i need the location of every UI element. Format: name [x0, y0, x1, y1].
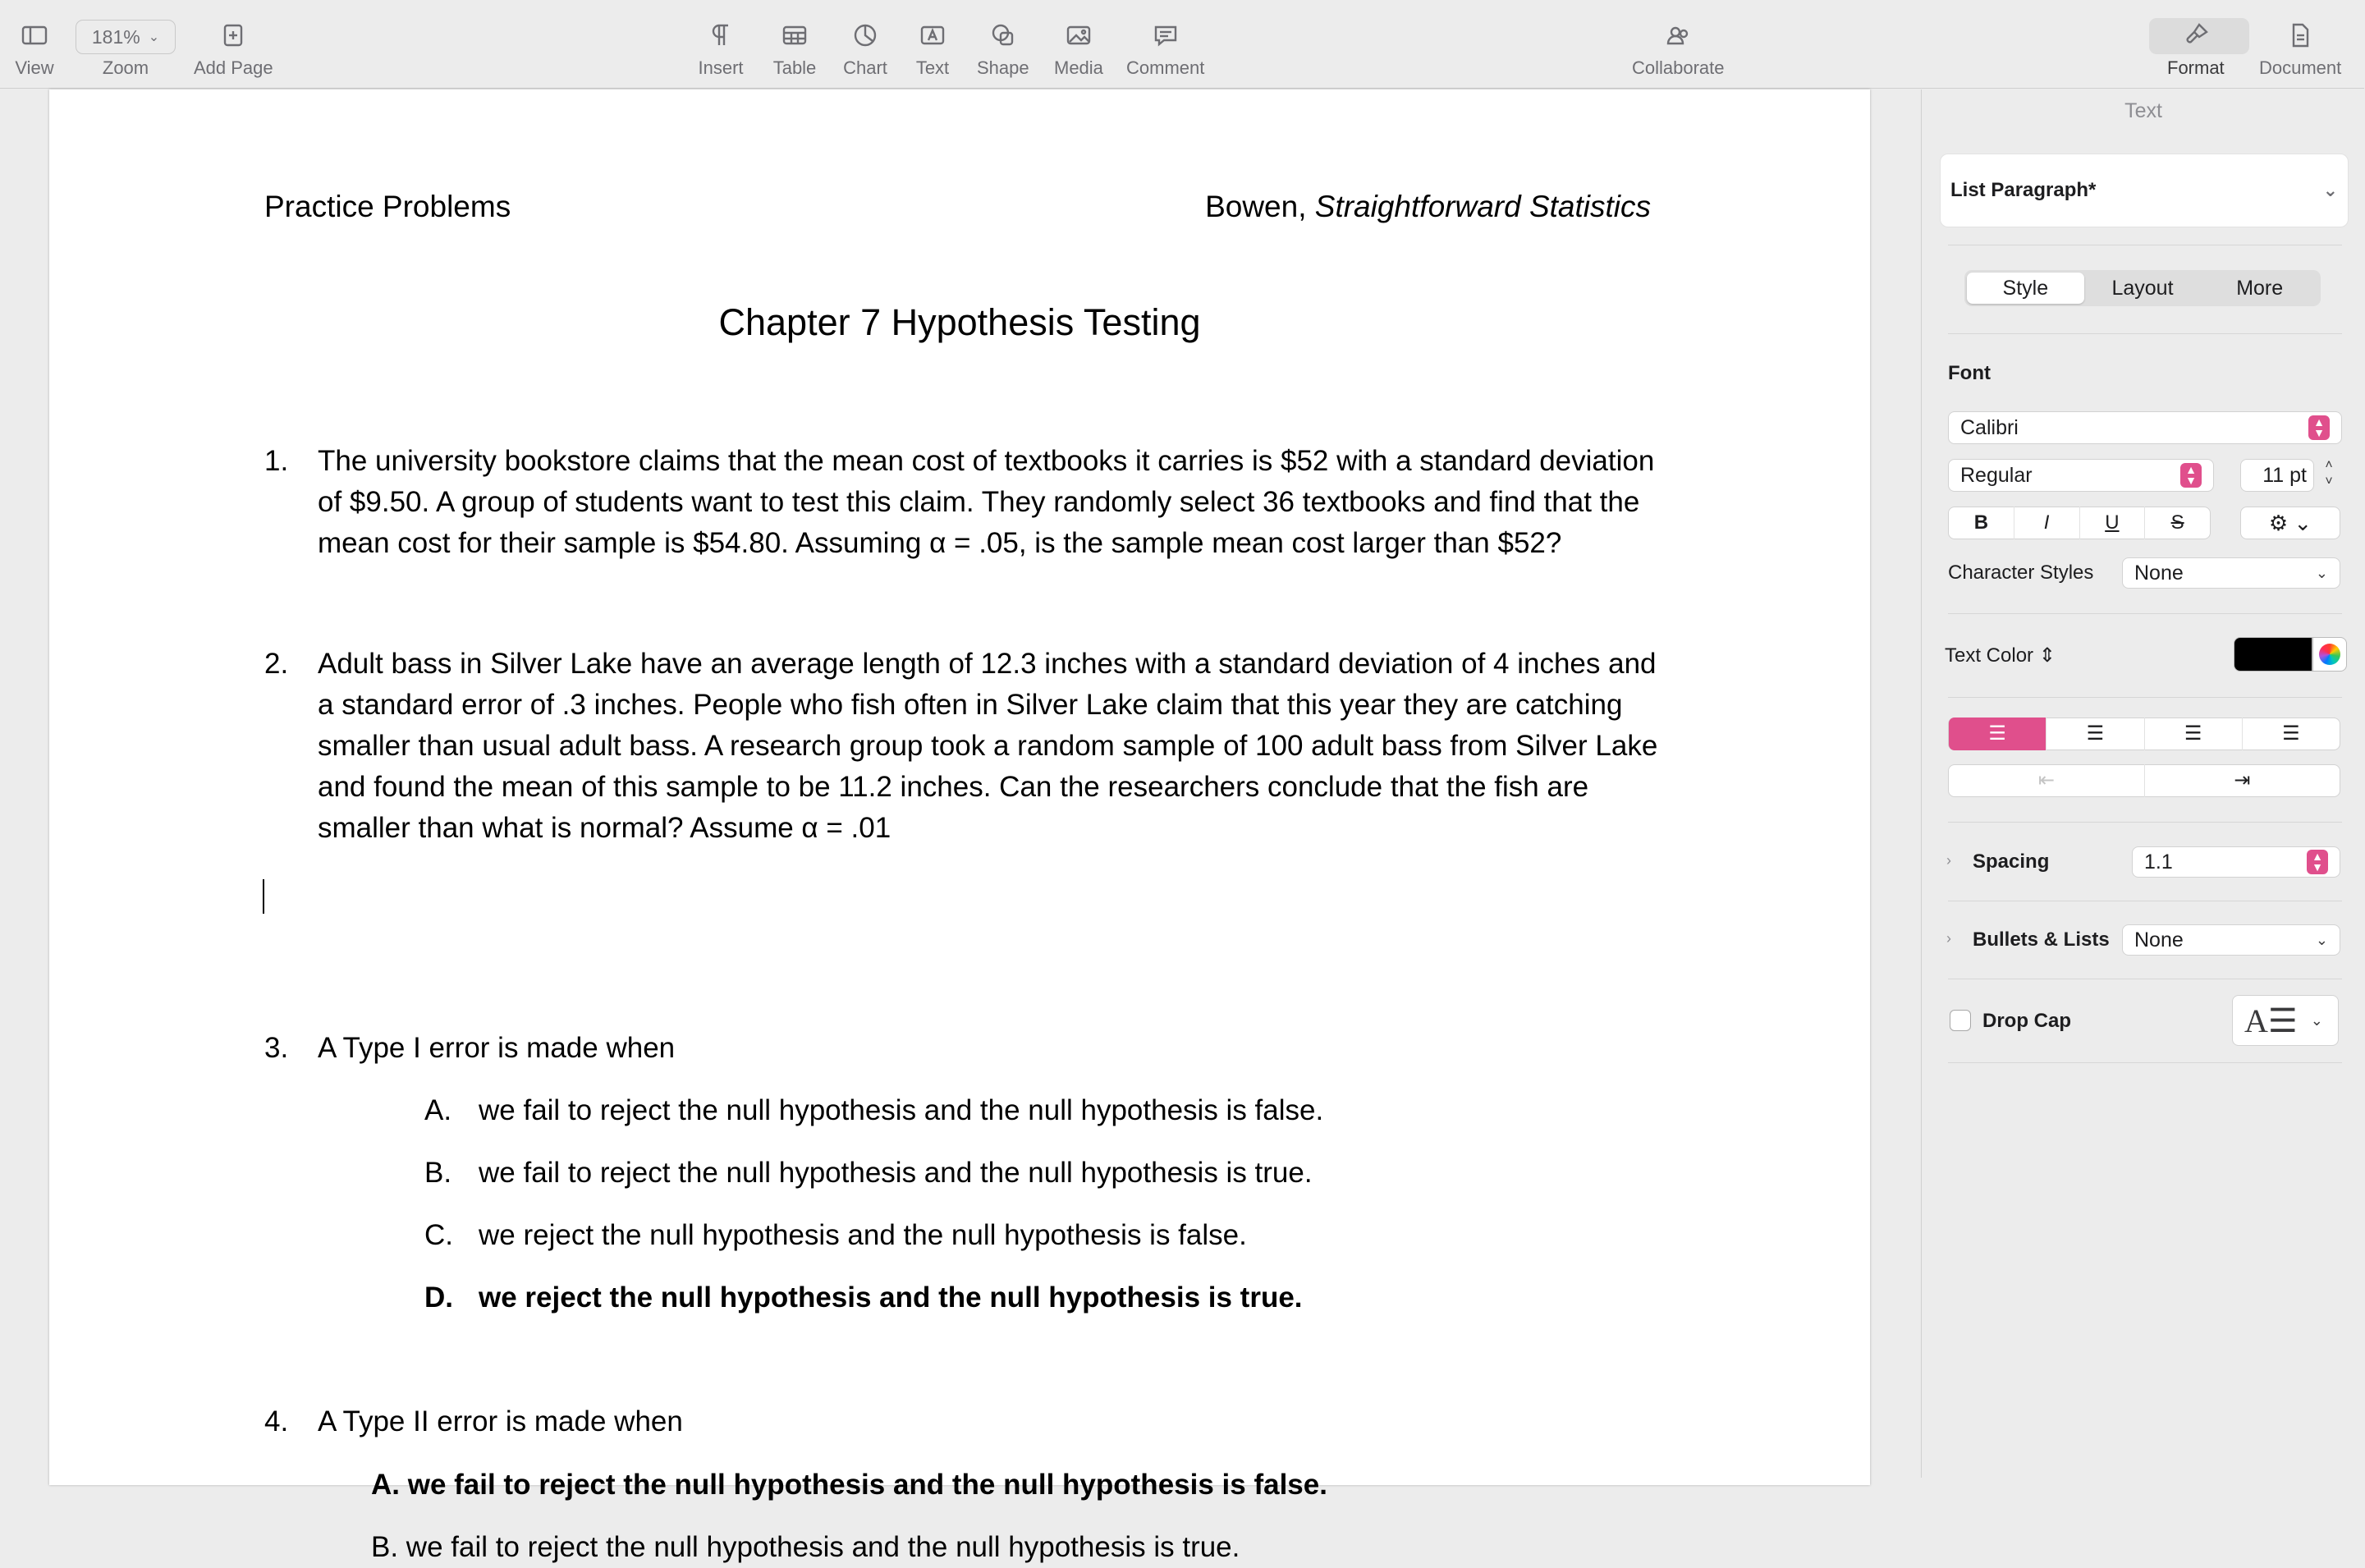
font-size-value: 11 pt — [2262, 463, 2307, 487]
question-text: A Type I error is made when — [318, 1032, 676, 1064]
bullets-lists-label[interactable]: Bullets & Lists — [1973, 928, 2110, 951]
divider — [1948, 697, 2342, 698]
collaborate-button[interactable] — [1632, 15, 1725, 85]
chevron-down-icon: ⌄ — [148, 30, 160, 44]
option-b[interactable] — [424, 1153, 1313, 1194]
paintbrush-icon — [2173, 15, 2219, 56]
italic-button[interactable]: I — [2014, 507, 2080, 539]
disclosure-chevron-icon[interactable]: › — [1946, 852, 1951, 869]
question-3[interactable] — [264, 1028, 1660, 1069]
chevron-down-icon: ⌄ — [2315, 564, 2328, 581]
font-family-popup[interactable] — [1948, 411, 2342, 444]
font-weight-popup[interactable] — [1948, 459, 2214, 492]
chart-button[interactable] — [842, 15, 888, 85]
option-letter: C. — [424, 1219, 453, 1251]
media-button[interactable] — [1054, 15, 1103, 85]
option-letter: B. — [424, 1157, 452, 1189]
comment-icon — [1143, 15, 1189, 56]
option-text: B. we fail to reject the null hypothesis and the null hypothesis is true. — [371, 1531, 1240, 1563]
media-label: Media — [1054, 57, 1103, 78]
spacing-label[interactable]: Spacing — [1973, 850, 2050, 873]
character-styles-popup[interactable] — [2122, 557, 2340, 589]
chevron-down-icon: ⌄ — [2315, 931, 2328, 948]
sidebar-icon — [11, 15, 57, 56]
gear-icon: ⚙ ⌄ — [2268, 511, 2312, 535]
add-page-label: Add Page — [194, 57, 273, 78]
text-style-buttons — [1948, 507, 2211, 539]
spacing-value: 1.1 — [2144, 850, 2173, 873]
question-1[interactable] — [264, 441, 1660, 564]
option-letter: D. — [424, 1281, 453, 1314]
underline-button[interactable]: U — [2080, 507, 2146, 539]
shape-icon — [980, 15, 1026, 56]
bullets-lists-popup[interactable] — [2122, 924, 2340, 956]
text-options-popup[interactable] — [2240, 507, 2340, 539]
paragraph-style-name: List Paragraph* — [1950, 179, 2097, 201]
drop-cap-label: Drop Cap — [1982, 1010, 2071, 1032]
paragraph-style-popup[interactable] — [1940, 154, 2349, 227]
chart-icon — [842, 15, 888, 56]
collaborate-label: Collaborate — [1632, 57, 1725, 78]
question-number: 1. — [264, 445, 289, 477]
comment-label: Comment — [1126, 57, 1205, 78]
question-text: The university bookstore claims that the mean cost of textbooks it carries is $52 with a standard deviation of $9.50. A group of students want to test this claim. They randomly select 36 textbooks and find that the mean cost for their sample is $54.80. Assuming α = .05, is the sample mean cost larger than $52? — [318, 445, 1655, 559]
question-4[interactable] — [264, 1401, 1660, 1442]
tab-style[interactable]: Style — [1967, 273, 2084, 304]
chart-label: Chart — [843, 57, 887, 78]
shape-button[interactable] — [977, 15, 1029, 85]
chevron-down-icon: ⌄ — [2322, 180, 2338, 200]
bold-button[interactable]: B — [1949, 507, 2014, 539]
updown-icon: ▲ ▼ — [2308, 415, 2330, 440]
tab-layout[interactable]: Layout — [2111, 277, 2174, 300]
drop-cap-preview-icon: A☰ — [2244, 1002, 2298, 1039]
text-box-icon — [910, 15, 956, 56]
justify-button[interactable]: ☰ — [2282, 722, 2300, 745]
font-weight-value: Regular — [1960, 463, 2033, 487]
option-text: we fail to reject the null hypothesis and the null hypothesis is true. — [479, 1157, 1313, 1189]
view-label: View — [15, 57, 54, 78]
question-number: 3. — [264, 1032, 289, 1064]
question-2[interactable] — [264, 644, 1660, 849]
text-color-label[interactable]: Text Color ⇕ — [1945, 644, 2056, 667]
insert-button[interactable] — [698, 15, 744, 85]
character-styles-value: None — [2134, 561, 2184, 585]
header-right — [1205, 190, 1651, 224]
table-button[interactable] — [772, 15, 818, 85]
updown-icon: ▲ ▼ — [2180, 463, 2202, 488]
divider — [1948, 333, 2342, 334]
document-canvas[interactable] — [0, 89, 1921, 1563]
decrease-indent-button[interactable]: ⇤ — [1949, 764, 2145, 797]
font-size-field[interactable] — [2240, 459, 2314, 492]
font-family-value: Calibri — [1960, 415, 2019, 439]
option-text: we reject the null hypothesis and the null hypothesis is true. — [479, 1281, 1303, 1314]
zoom-label: Zoom — [102, 57, 149, 78]
format-label: Format — [2167, 57, 2225, 78]
option-text: we reject the null hypothesis and the null hypothesis is false. — [479, 1219, 1247, 1251]
table-icon — [772, 15, 818, 56]
option-d-answer[interactable] — [424, 1277, 1303, 1318]
format-inspector — [1921, 89, 2364, 1478]
spacing-popup[interactable] — [2132, 846, 2340, 878]
insert-label: Insert — [698, 57, 744, 78]
font-section-label: Font — [1948, 362, 1991, 384]
zoom-value: 181% — [91, 25, 140, 48]
text-cursor — [263, 879, 264, 914]
question-number: 4. — [264, 1405, 289, 1437]
text-label: Text — [915, 57, 950, 78]
align-right-button[interactable]: ☰ — [2145, 718, 2243, 750]
chapter-title: Chapter 7 Hypothesis Testing — [718, 301, 1201, 343]
document-page[interactable] — [49, 89, 1870, 1563]
text-color-well[interactable] — [2234, 637, 2312, 672]
divider — [1948, 1062, 2342, 1063]
document-label: Document — [2259, 57, 2342, 78]
comment-button[interactable] — [1126, 15, 1204, 85]
option-a[interactable] — [424, 1090, 1323, 1131]
header-author: Bowen, — [1205, 190, 1307, 223]
color-wheel-icon — [2319, 644, 2340, 665]
increase-indent-button[interactable]: ⇥ — [2234, 769, 2251, 791]
table-label: Table — [772, 57, 817, 78]
font-size-stepper[interactable]: ˄ ˅ — [2325, 458, 2333, 488]
zoom-popup[interactable] — [76, 20, 176, 54]
disclosure-chevron-icon[interactable]: › — [1946, 930, 1951, 947]
bullets-lists-value: None — [2134, 928, 2184, 951]
updown-icon: ▲ ▼ — [2307, 850, 2328, 874]
strikethrough-button[interactable]: S — [2170, 511, 2184, 534]
option-b[interactable] — [371, 1527, 1240, 1568]
color-picker-button[interactable] — [2312, 637, 2347, 672]
inspector-title: Text — [2124, 99, 2162, 122]
divider — [1948, 613, 2342, 614]
view-button[interactable] — [11, 15, 57, 85]
text-button[interactable] — [910, 15, 956, 85]
option-letter: A. — [424, 1094, 452, 1126]
drop-cap-checkbox[interactable] — [1950, 1010, 1971, 1031]
option-text: we fail to reject the null hypothesis and the null hypothesis is false. — [479, 1094, 1324, 1126]
alignment-buttons — [1948, 718, 2340, 750]
question-text: A Type II error is made when — [318, 1405, 683, 1437]
option-c[interactable] — [424, 1215, 1247, 1256]
add-page-button[interactable] — [194, 15, 273, 85]
option-a-answer[interactable] — [371, 1465, 1327, 1506]
document-icon — [2277, 15, 2323, 56]
add-page-icon — [210, 15, 256, 56]
drop-cap-style-popup[interactable] — [2232, 995, 2339, 1046]
inspector-tabs — [1964, 270, 2321, 306]
align-left-button[interactable]: ☰ — [1949, 718, 2046, 750]
question-text: Adult bass in Silver Lake have an average length of 12.3 inches with a standard deviation of 4 inches and a standard error of .3 inches. People who fish often in Silver Lake claim that this year they are catching smaller than usual adult bass. A research group took a random sample of 100 adult bass from Silver Lake and found the mean of this sample to be 11.2 inches. Can the researchers conclude that the fish are smaller than what is normal? Assume α = .01 — [318, 648, 1658, 844]
header-book-title: Straightforward Statistics — [1314, 190, 1651, 223]
document-button[interactable] — [2259, 15, 2341, 85]
divider — [1948, 822, 2342, 823]
option-text: A. we fail to reject the null hypothesis and the null hypothesis is false. — [371, 1469, 1327, 1501]
align-center-button[interactable]: ☰ — [2046, 718, 2144, 750]
tab-more[interactable]: More — [2236, 277, 2284, 300]
header-left: Practice Problems — [264, 190, 511, 223]
indent-buttons — [1948, 764, 2340, 797]
media-icon — [1056, 15, 1102, 56]
collaborate-icon — [1655, 15, 1701, 56]
question-number: 2. — [264, 648, 289, 680]
chevron-down-icon: ⌄ — [2310, 1011, 2323, 1029]
format-button[interactable] — [2167, 15, 2225, 85]
paragraph-icon — [698, 15, 744, 56]
shape-label: Shape — [977, 57, 1029, 78]
character-styles-label: Character Styles — [1948, 562, 2094, 584]
toolbar — [0, 0, 2364, 89]
